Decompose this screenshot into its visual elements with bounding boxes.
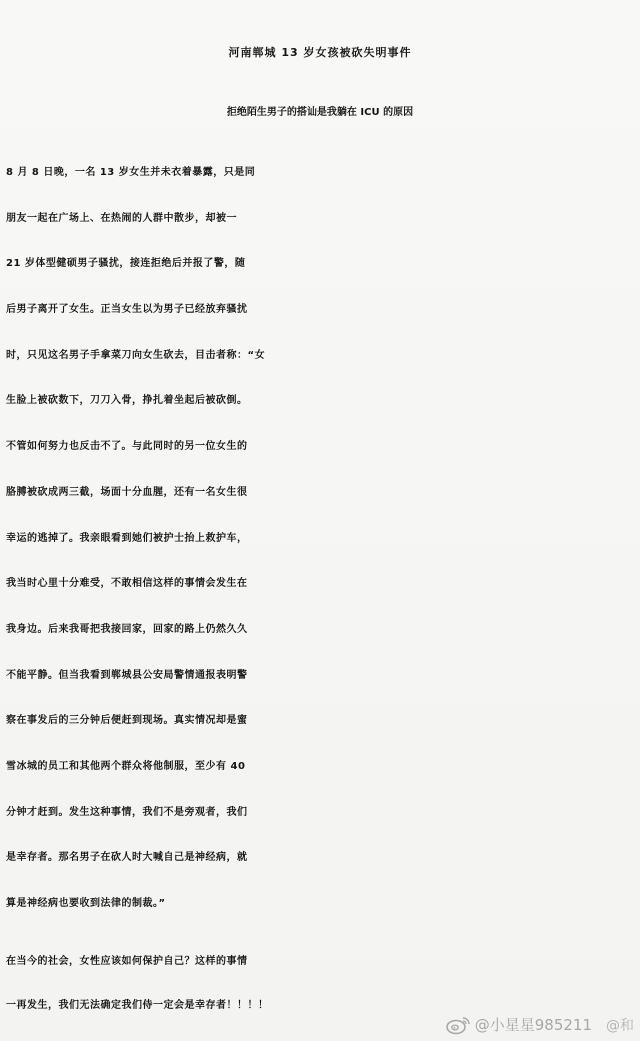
page-title: 河南郸城 13 岁女孩被砍失明事件 [228, 46, 412, 59]
page-subtitle: 拒绝陌生男子的搭讪是我躺在 ICU 的原因 [226, 107, 414, 118]
watermark-handle: @小星星985211 [474, 1016, 592, 1034]
watermark-extra: @和 [606, 1017, 634, 1034]
closing-line: 一再发生，我们无法确定我们侍一定会是幸存者！！！！ [6, 1000, 269, 1011]
body-line: 察在事发后的三分钟后便赶到现场。真实情况却是蜜 [6, 715, 248, 727]
body-line: 是幸存者。那名男子在砍人时大喊自己是神经病，就 [6, 852, 248, 864]
body-line: 雪冰城的员工和其他两个群众将他制服，至少有 40 [6, 760, 246, 772]
body-line: 幸运的逃掉了。我亲眼看到她们被护士抬上救护车， [6, 532, 248, 544]
body-line: 8 月 8 日晚，一名 13 岁女生并未衣着暴露，只是同 [6, 167, 256, 178]
body-line: 不能平静。但当我看到郸城县公安局警情通报表明警 [6, 669, 248, 681]
body-line: 我当时心里十分难受，不敢相信这样的事情会发生在 [6, 578, 248, 590]
body-line: 朋友一起在广场上、在热闹的人群中散步，却被一 [6, 212, 237, 224]
weibo-icon [445, 1015, 471, 1035]
body-line: 21 岁体型健硕男子骚扰，接连拒绝后并报了警，随 [6, 258, 246, 270]
body-line: 我身边。后来我哥把我接回家，回家的路上仍然久久 [6, 623, 248, 635]
closing-line: 在当今的社会，女性应该如何保护自己？这样的事情 [6, 956, 248, 967]
body-line: 算是神经病也要收到法律的制裁。” [6, 898, 166, 909]
body-line: 分钟才赶到。发生这种事情，我们不是旁观者，我们 [6, 806, 248, 818]
body-line: 时，只见这名男子手拿菜刀向女生砍去，目击者称：“女 [6, 349, 266, 361]
watermark [445, 1014, 634, 1035]
body-line: 生脸上被砍数下，刀刀入骨，挣扎着坐起后被砍倒。 [6, 395, 248, 407]
body-line: 胳膊被砍成两三截，场面十分血腥，还有一名女生很 [6, 486, 248, 498]
body-line: 不管如何努力也反击不了。与此同时的另一位女生的 [6, 441, 248, 453]
body-line: 后男子离开了女生。正当女生以为男子已经放弃骚扰 [6, 304, 248, 316]
article-body [6, 150, 636, 927]
